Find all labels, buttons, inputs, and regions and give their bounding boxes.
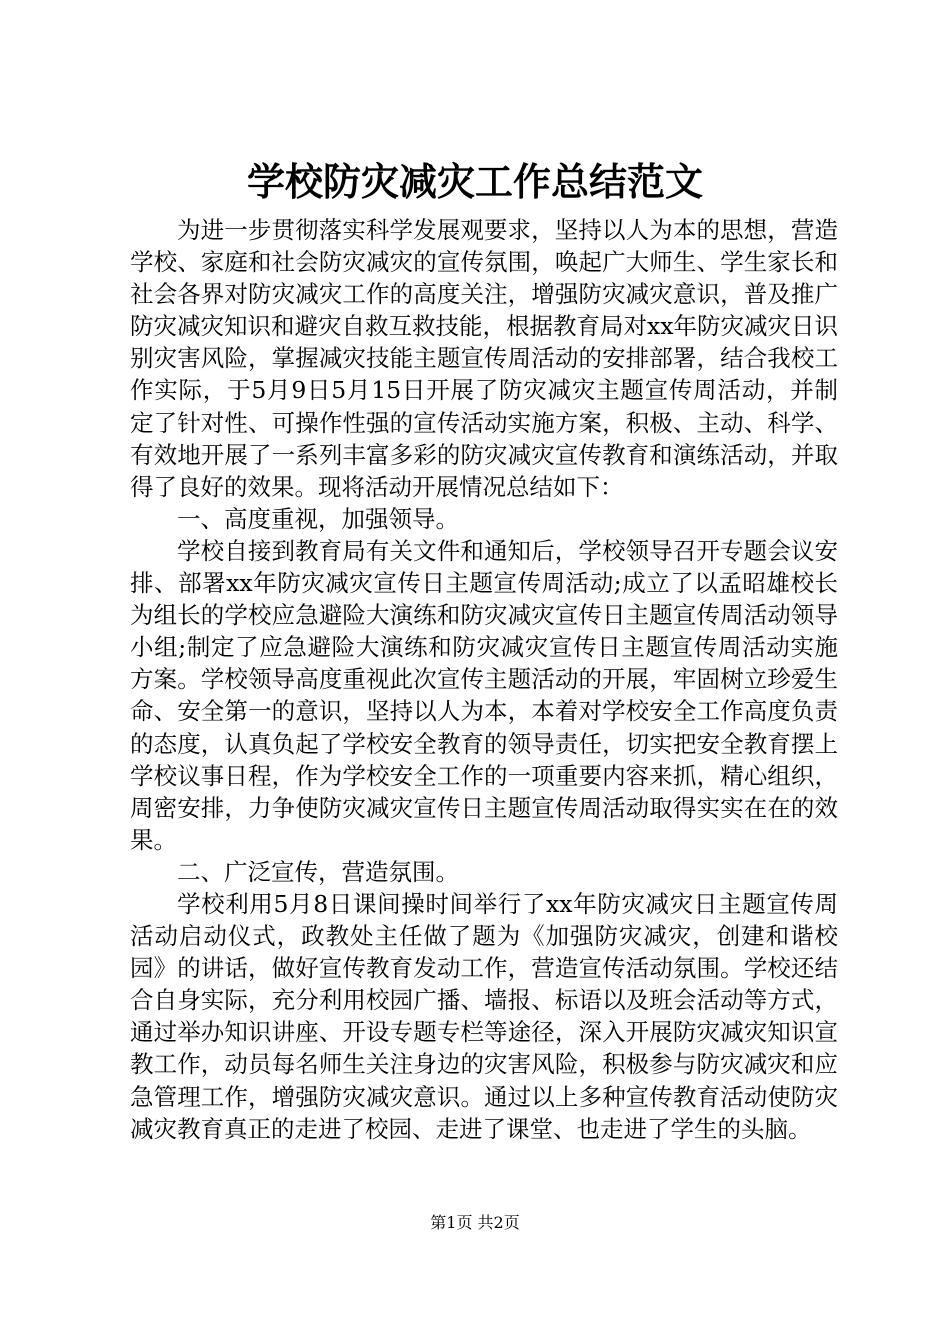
document-title: 学校防灾减灾工作总结范文 (246, 159, 703, 204)
intro-paragraph: 为进一步贯彻落实科学发展观要求，坚持以人为本的思想，营造学校、家庭和社会防灾减灾的宣传氛围，唤起广大师生、学生家长和社会各界对防灾减灾工作的高度关注，增强防灾减灾意识，普及推广防灾减灾知识和避灾自救互救技能，根据教育局对xx年防灾减灾日识别灾害风险，掌握减灾技能主题宣传周活动的安排部署，结合我校工作实际，于5月9日5月15日开展了防灾减灾主题宣传周活动，并制定了针对性、可操作性强的宣传活动实施方案，积极、主动、科学、有效地开展了一系列丰富多彩的防灾减灾宣传教育和演练活动，并取得了良好的效果。现将活动开展情况总结如下： (130, 216, 839, 501)
section-heading-2: 二、广泛宣传，营造氛围。 (177, 857, 459, 886)
page-number-footer: 第1页 共2页 (430, 1213, 520, 1232)
section-1-paragraph: 学校自接到教育局有关文件和通知后，学校领导召开专题会议安排、部署xx年防灾减灾宣传日主题宣传周活动;成立了以孟昭雄校长为组长的学校应急避险大演练和防灾减灾宣传日主题宣传周活动领导小组;制定了应急避险大演练和防灾减灾宣传日主题宣传周活动实施方案。学校领导高度重视此次宣传主题活动的开展，牢固树立珍爱生命、安全第一的意识，坚持以人为本，本着对学校安全工作高度负责的态度，认真负起了学校安全教育的领导责任，切实把安全教育摆上学校议事日程，作为学校安全工作的一项重要内容来抓，精心组织，周密安排，力争使防灾减灾宣传日主题宣传周活动取得实实在在的效果。 (130, 536, 838, 854)
document-body (130, 214, 838, 1145)
section-heading-1: 一、高度重视，加强领导。 (177, 504, 459, 533)
section-2-paragraph: 学校利用5月8日课间操时间举行了xx年防灾减灾日主题宣传周活动启动仪式，政教处主任做了题为《加强防灾减灾，创建和谐校园》的讲话，做好宣传教育发动工作，营造宣传活动氛围。学校还结合自身实际，充分利用校园广播、墙报、标语以及班会活动等方式，通过举办知识讲座、开设专题专栏等途径，深入开展防灾减灾知识宣教工作，动员每名师生关注身边的灾害风险，积极参与防灾减灾和应急管理工作，增强防灾减灾意识。通过以上多种宣传教育活动使防灾减灾教育真正的走进了校园、走进了课堂、也走进了学生的头脑。 (130, 889, 838, 1143)
